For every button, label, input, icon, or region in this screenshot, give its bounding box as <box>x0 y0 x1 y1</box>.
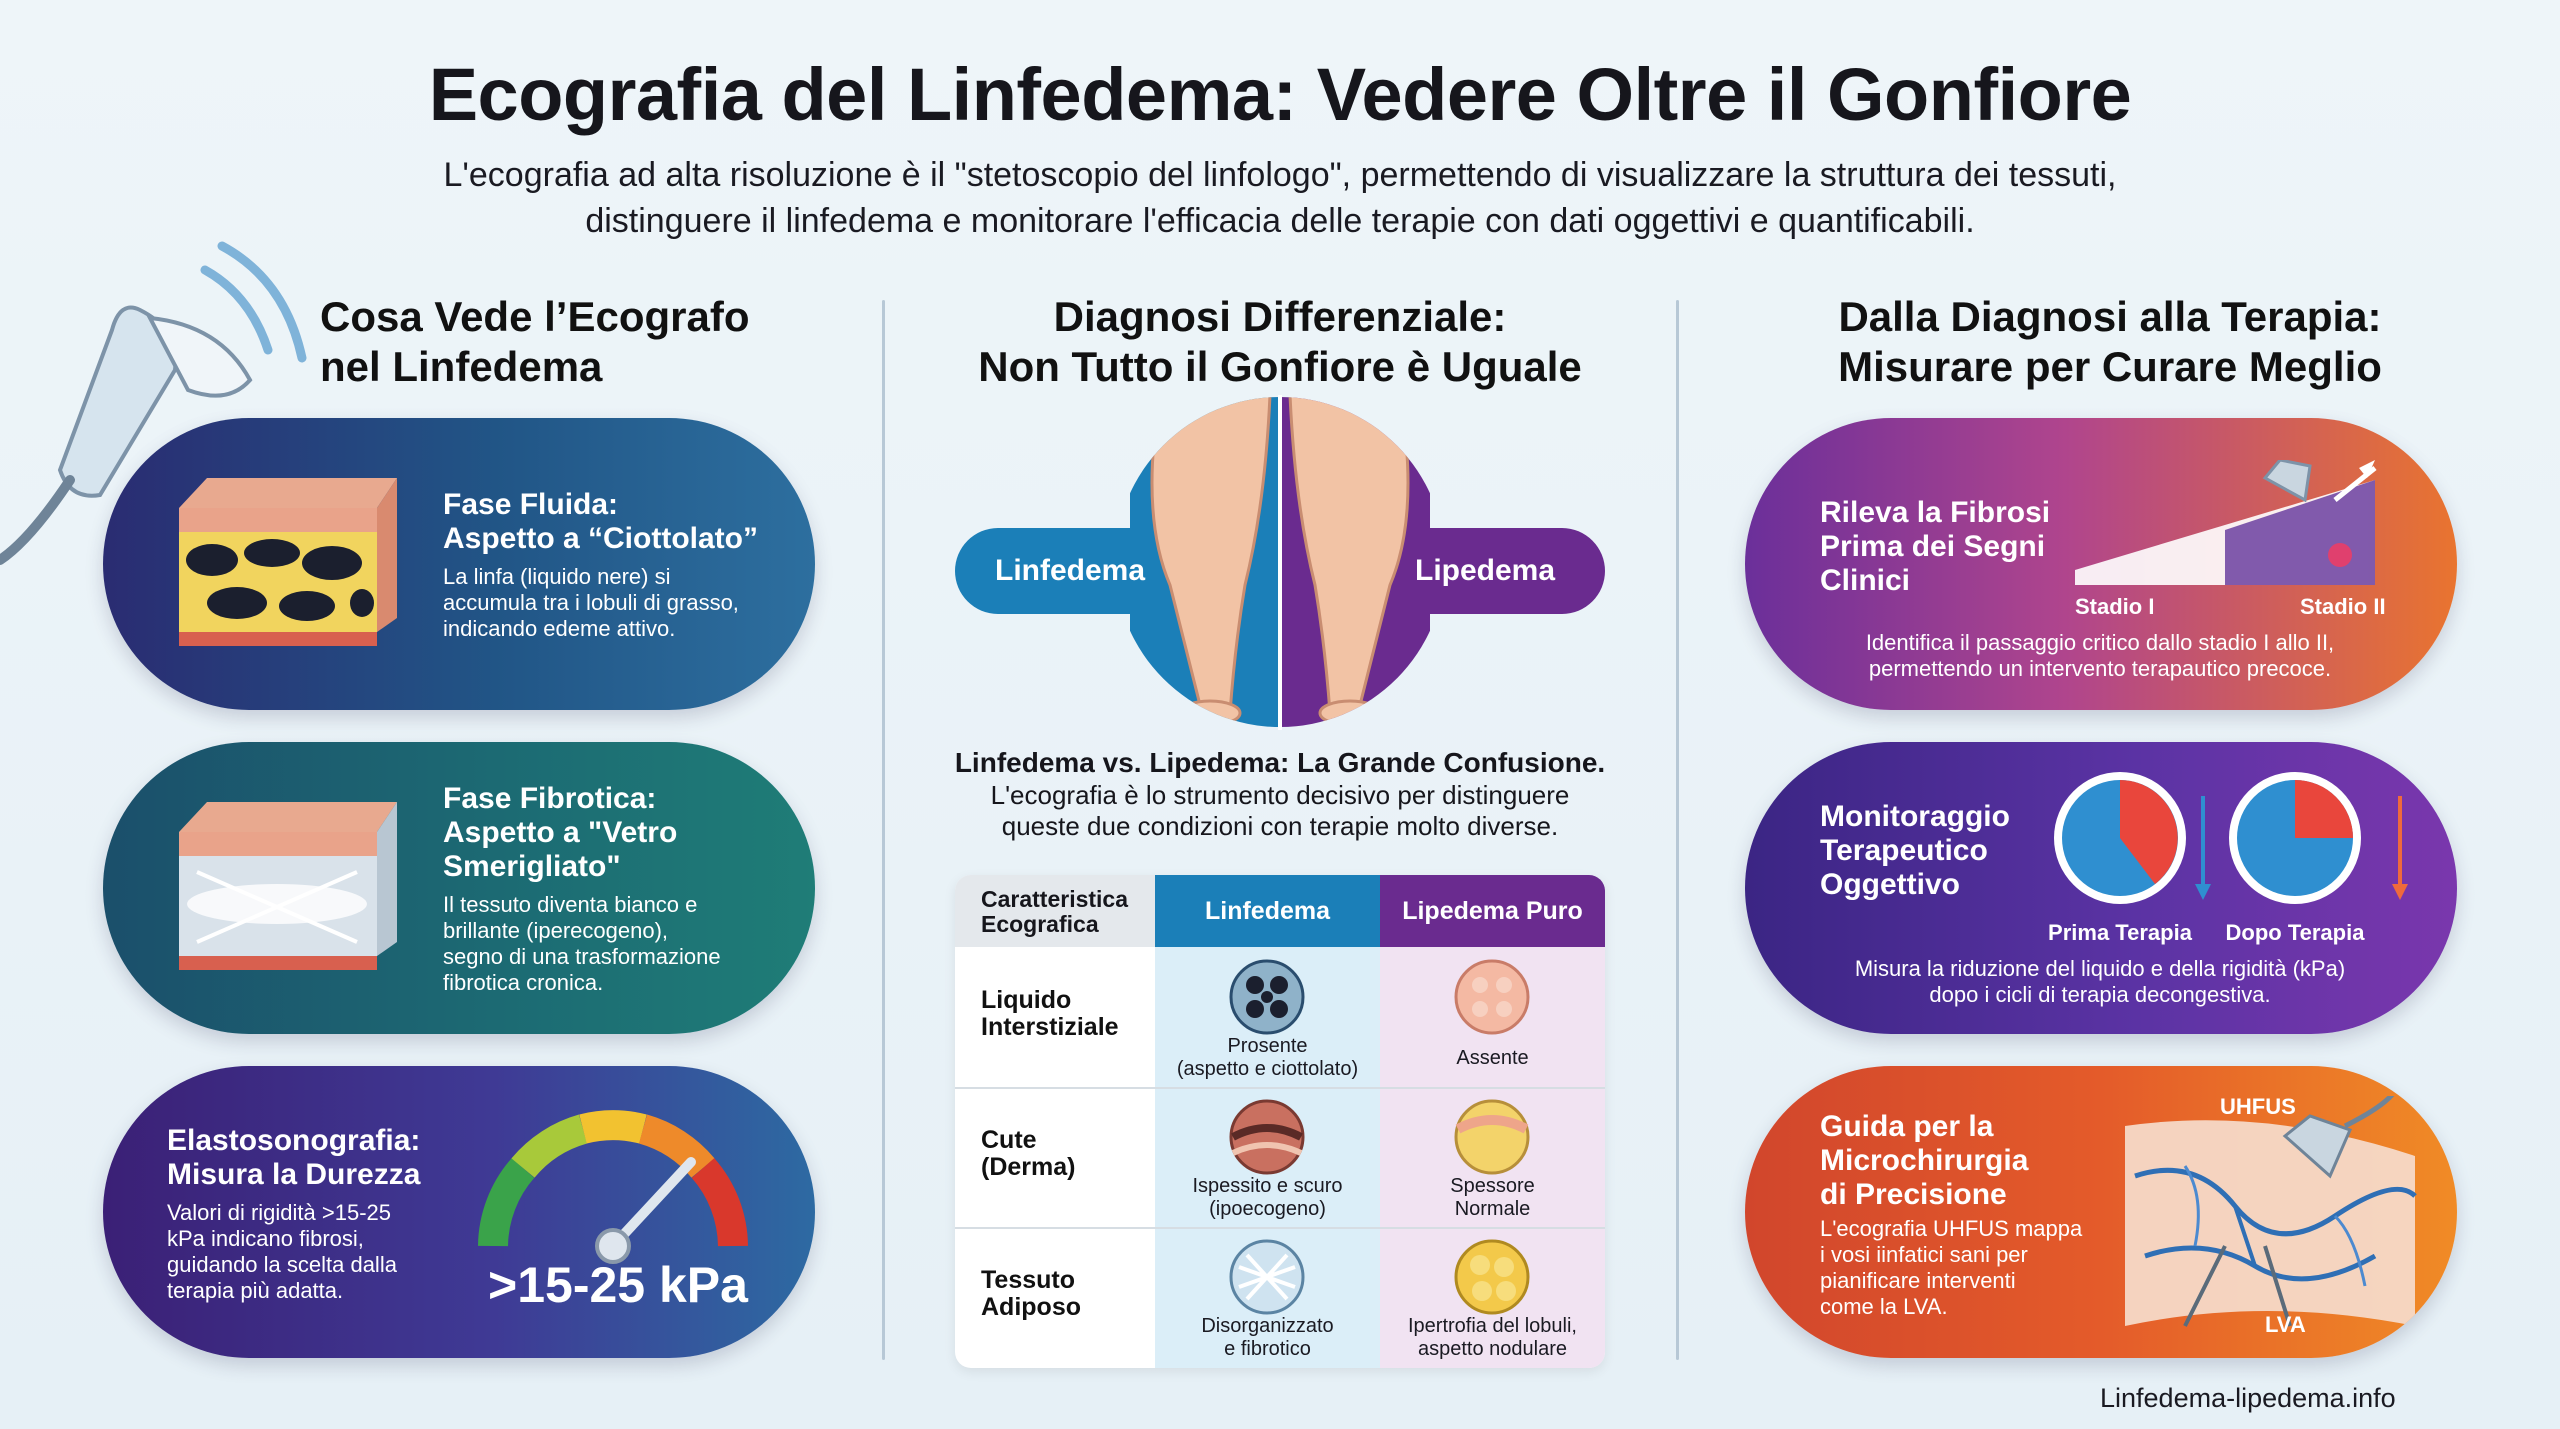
text-line: i vosi iinfatici sani per <box>1820 1242 2028 1267</box>
label-line: (Derma) <box>981 1153 1076 1181</box>
table-cell <box>1380 1315 1605 1361</box>
cell-line: Ispessito e scuro <box>1192 1175 1343 1197</box>
label-line: Interstiziale <box>981 1013 1119 1041</box>
cell-line: (ipoecogeno) <box>1209 1198 1326 1220</box>
label-line: Adiposo <box>981 1293 1081 1321</box>
card-title <box>1820 1110 2028 1212</box>
text-line: kPa indicano fibrosi, <box>167 1226 364 1251</box>
text-line: terapia più adatta. <box>167 1278 344 1303</box>
text-line: segno di una trasformazione <box>443 944 721 969</box>
card-text <box>1820 630 2380 682</box>
title-line: Rileva la Fibrosi <box>1820 496 2051 529</box>
text-line: Misura la riduzione del liquido e della rigidità (kPa) <box>1854 956 2346 981</box>
table-cell <box>1155 1035 1380 1081</box>
description-line: queste due condizioni con terapie molto diverse. <box>1001 811 1559 841</box>
card-text <box>443 892 721 996</box>
title-line: Misura la Durezza <box>167 1158 421 1191</box>
title-line: Clinici <box>1820 564 1911 597</box>
card-elastosonography <box>103 1066 815 1358</box>
table-row-label <box>981 987 1119 1041</box>
title-line: Oggettivo <box>1820 868 1960 901</box>
card-text <box>1820 1216 2082 1320</box>
nodular-fat-icon <box>1452 1237 1532 1317</box>
text-line: permettendo un intervento terapautico precoce. <box>1868 656 2332 681</box>
comparison-table <box>955 875 1605 1368</box>
lva-label: LVA <box>2265 1312 2306 1337</box>
column-divider <box>1676 300 1679 1360</box>
table-cell <box>1155 1175 1380 1221</box>
middle-column-title <box>900 292 1660 392</box>
table-row-label <box>981 1127 1075 1181</box>
title-line: nel Linfedema <box>320 343 603 390</box>
title-line: Elastosonografia: <box>167 1124 421 1157</box>
fibrotic-tissue-icon <box>1227 1237 1307 1317</box>
uhfus-label: UHFUS <box>2220 1094 2296 1119</box>
card-title <box>1820 800 2010 902</box>
subtitle-line: distinguere il linfedema e monitorare l'efficacia delle terapie con dati oggettivi e quantificabili. <box>585 202 1975 240</box>
table-cell <box>1155 1315 1380 1361</box>
normal-skin-icon <box>1452 1097 1532 1177</box>
stage-ii-label: Stadio II <box>2300 594 2386 619</box>
title-line: Smerigliato" <box>443 850 621 883</box>
title-line: Cosa Vede l’Ecografo <box>320 293 750 340</box>
title-line: Dalla Diagnosi alla Terapia: <box>1838 293 2382 340</box>
header-line: Caratteristica <box>981 886 1129 912</box>
title-line: Prima dei Segni <box>1820 530 2046 563</box>
card-title <box>443 782 677 884</box>
cell-line: Prosente <box>1227 1035 1308 1057</box>
text-line: dopo i cicli di terapia decongestiva. <box>1929 982 2271 1007</box>
column-divider <box>882 300 885 1360</box>
cobblestone-icon <box>1227 957 1307 1037</box>
after-therapy-label: Dopo Terapia <box>2225 920 2365 945</box>
cell-line: e fibrotico <box>1224 1338 1311 1360</box>
gauge-value: >15-25 kPa <box>488 1257 748 1313</box>
row-divider <box>955 1087 1605 1089</box>
title-line: Diagnosi Differenziale: <box>1053 293 1507 340</box>
description-line: L'ecografia è lo strumento decisivo per distinguere <box>990 780 1570 810</box>
website-label: Linfedema-lipedema.info <box>2100 1383 2396 1413</box>
label-linfedema: Linfedema <box>995 554 1146 587</box>
tissue-ground-glass-icon <box>167 792 403 977</box>
label-line: Liquido <box>981 986 1072 1014</box>
text-line: Identifica il passaggio critico dallo stadio I allo II, <box>1865 630 2335 655</box>
before-after-pie-icons <box>2045 768 2425 918</box>
cell-line: (aspetto e ciottolato) <box>1176 1058 1359 1080</box>
stage-progression-icon <box>2075 460 2385 590</box>
cell-line: Spessore <box>1450 1175 1535 1197</box>
label-line: Cute <box>981 1126 1037 1154</box>
thick-dermis-icon <box>1227 1097 1307 1177</box>
cell-line: Ipertrofia del lobuli, <box>1408 1315 1577 1337</box>
text-line: La linfa (liquido nere) si <box>443 564 671 589</box>
card-fluid-phase <box>103 418 815 710</box>
card-text <box>167 1200 397 1304</box>
card-title <box>167 1124 420 1192</box>
cell-line: Disorganizzato <box>1201 1315 1334 1337</box>
title-line: di Precisione <box>1820 1178 2007 1211</box>
subtitle-line: L'ecografia ad alta risoluzione è il "stetoscopio del linfologo", permettendo di visualizzare la struttura dei tessuti, <box>443 156 2117 194</box>
table-header-lipedema: Lipedema Puro <box>1380 875 1605 947</box>
title-line: Microchirurgia <box>1820 1144 2029 1177</box>
left-column-title <box>320 292 749 392</box>
title-line: Guida per la <box>1820 1110 1994 1143</box>
card-microsurgery-guide <box>1745 1066 2457 1358</box>
card-therapy-monitoring <box>1745 742 2457 1034</box>
card-title <box>443 488 758 556</box>
page-subtitle <box>280 152 2280 244</box>
stage-i-label: Stadio I <box>2075 594 2155 619</box>
fat-lobules-icon <box>1452 957 1532 1037</box>
card-title <box>1820 496 2050 598</box>
text-line: come la LVA. <box>1820 1294 1948 1319</box>
card-text <box>443 564 739 642</box>
table-cell <box>1380 1175 1605 1221</box>
right-column-title <box>1700 292 2520 392</box>
before-therapy-label: Prima Terapia <box>2048 920 2192 945</box>
cell-line: aspetto nodulare <box>1417 1338 1567 1360</box>
text-line: guidando la scelta dalla <box>167 1252 397 1277</box>
table-cell <box>1380 1047 1605 1070</box>
description-title: Linfedema vs. Lipedema: La Grande Confusione. <box>954 747 1606 778</box>
table-header-linfedema: Linfedema <box>1155 875 1380 947</box>
title-line: Misurare per Curare Meglio <box>1838 343 2382 390</box>
title-line: Aspetto a "Vetro <box>443 816 678 849</box>
text-line: pianificare interventi <box>1820 1268 2016 1293</box>
label-lipedema: Lipedema <box>1415 554 1556 587</box>
title-line: Fase Fibrotica: <box>443 782 657 815</box>
table-header-label <box>981 887 1128 937</box>
header-line: Ecografica <box>981 911 1099 937</box>
title-line: Aspetto a “Ciottolato” <box>443 522 758 555</box>
text-line: fibrotica cronica. <box>443 970 604 995</box>
table-row-label <box>981 1267 1081 1321</box>
text-line: accumula tra i lobuli di grasso, <box>443 590 739 615</box>
stiffness-gauge-icon <box>463 1096 763 1266</box>
title-line: Non Tutto il Gonfiore è Uguale <box>978 343 1582 390</box>
page-title: Ecografia del Linfedema: Vedere Oltre il Gonfiore <box>428 53 2132 136</box>
text-line: Valori di rigidità >15-25 <box>167 1200 391 1225</box>
label-line: Tessuto <box>981 1266 1075 1294</box>
text-line: L'ecografia UHFUS mappa <box>1820 1216 2083 1241</box>
legs-comparison-icon <box>1130 395 1430 730</box>
table-header-cell <box>955 875 1155 947</box>
tissue-cobblestone-icon <box>167 468 403 653</box>
card-detect-fibrosis <box>1745 418 2457 710</box>
card-fibrotic-phase <box>103 742 815 1034</box>
text-line: brillante (iperecogeno), <box>443 918 669 943</box>
comparison-description <box>900 746 1660 842</box>
lymph-vessel-map-icon <box>2115 1096 2425 1336</box>
cell-line: Normale <box>1454 1198 1531 1220</box>
title-line: Terapeutico <box>1820 834 1988 867</box>
cell-line: Assente <box>1456 1047 1529 1069</box>
title-line: Monitoraggio <box>1820 800 2010 833</box>
text-line: Il tessuto diventa bianco e <box>443 892 698 917</box>
title-line: Fase Fluida: <box>443 488 619 521</box>
card-text <box>1820 956 2380 1008</box>
row-divider <box>955 1227 1605 1229</box>
text-line: indicando edeme attivo. <box>443 616 676 641</box>
